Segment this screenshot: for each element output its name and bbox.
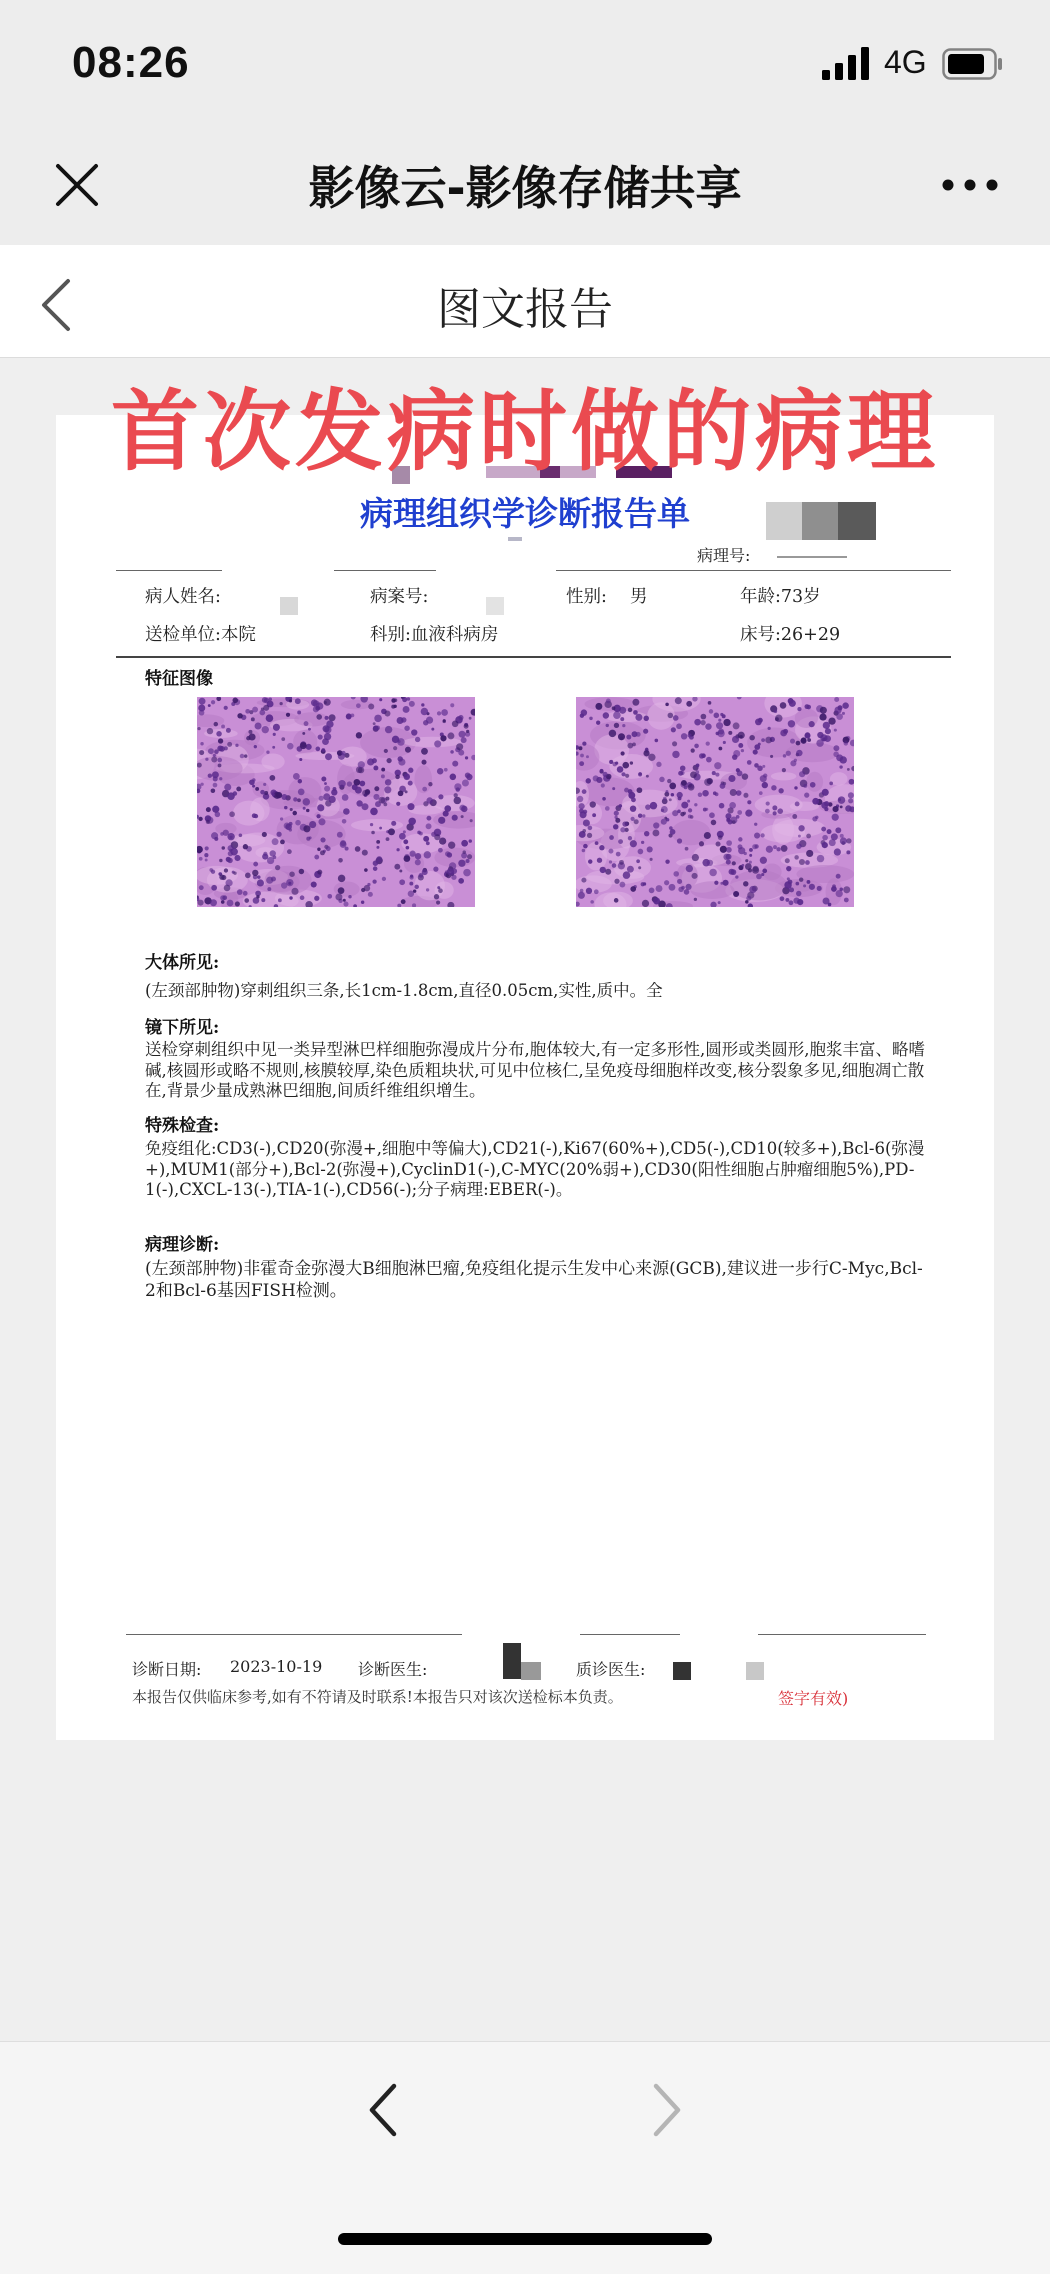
pathology-no-label: 病理号: (697, 546, 751, 565)
divider (116, 656, 951, 658)
battery-icon (942, 48, 1004, 80)
divider (116, 570, 222, 571)
diagnosis-text: (左颈部肿物)非霍奇金弥漫大B细胞淋巴瘤,免疫组化提示生发中心来源(GCB),建议进一步行C-Myc,Bcl-2和Bcl-6基因FISH检测。 (145, 1259, 923, 1301)
submitting-unit: 送检单位:本院 (145, 625, 256, 645)
network-type: 4G (884, 44, 927, 80)
redacted-block (508, 537, 522, 541)
department: 科别:血液科病房 (370, 625, 499, 645)
gross-heading: 大体所见: (145, 953, 220, 973)
sex-value: 男 (630, 587, 648, 607)
doctor-signature (521, 1662, 541, 1680)
diagnosis-heading: 病理诊断: (145, 1235, 220, 1255)
special-heading: 特殊检查: (145, 1116, 220, 1136)
divider (580, 1634, 680, 1635)
nav-title: 影像云-影像存储共享 (308, 161, 742, 215)
diagnosis-date: 2023-10-19 (230, 1657, 323, 1676)
divider (126, 1634, 462, 1635)
page-title: 图文报告 (437, 284, 613, 335)
report-title: 病理组织学诊断报告单 (360, 494, 690, 533)
next-chevron-icon[interactable] (644, 2080, 688, 2140)
footer-red-note: 签字有效) (778, 1689, 849, 1708)
doctor-label: 诊断医生: (358, 1660, 428, 1679)
redacted-block (777, 556, 847, 558)
special-text: 免疫组化:CD3(-),CD20(弥漫+,细胞中等偏大),CD21(-),Ki67(60%+),CD5(-),CD10(较多+),Bcl-6(弥漫+),MUM1(部分+),Bcl-2(弥漫+),CyclinD1(-),C-MYC(20%弱+),CD30(阳性细胞占肿瘤细胞5%),PD-1(-),CXCL-13(-),TIA-1(-),CD56(-);分子病理:EBER(-)。 (145, 1139, 925, 1199)
qc-doctor-label: 质诊医生: (576, 1660, 646, 1679)
signal-icon (822, 46, 872, 80)
diagnosis-date-label: 诊断日期: (132, 1660, 202, 1679)
redacted-block (486, 597, 504, 615)
micro-text: 送检穿刺组织中见一类异型淋巴样细胞弥漫成片分布,胞体较大,有一定多形性,圆形或类圆形,胞浆丰富、略嗜碱,核圆形或略不规则,核膜较厚,染色质粗块状,可见中位核仁,呈免疫母细胞样改变,核分裂象多见,细胞凋亡散在,背景少量成熟淋巴细胞,间质纤维组织增生。 (145, 1040, 925, 1100)
age-text: 年龄:73岁 (740, 587, 821, 607)
footer-note: 本报告仅供临床参考,如有不符请及时联系!本报告只对该次送检标本负责。 (132, 1688, 623, 1706)
bed-number: 床号:26+29 (740, 625, 841, 645)
home-indicator (338, 2233, 712, 2245)
case-no-label: 病案号: (370, 587, 429, 607)
images-heading: 特征图像 (145, 669, 213, 689)
gross-text: (左颈部肿物)穿刺组织三条,长1cm-1.8cm,直径0.05cm,实性,质中。全 (145, 981, 663, 1000)
divider (758, 1634, 926, 1635)
qc-signature (673, 1662, 691, 1680)
overlay-caption: 首次发病时做的病理 (110, 380, 939, 483)
status-time: 08:26 (72, 38, 190, 87)
prev-chevron-icon[interactable] (362, 2080, 406, 2140)
redacted-block (280, 597, 298, 615)
patient-name-label: 病人姓名: (145, 587, 221, 607)
sex-label: 性别: (566, 587, 607, 607)
qc-signature (746, 1662, 764, 1680)
divider (334, 570, 436, 571)
histology-image-right[interactable] (576, 697, 854, 907)
doctor-signature (503, 1643, 521, 1679)
more-icon[interactable] (940, 170, 1000, 200)
divider (556, 570, 951, 571)
histology-image-left[interactable] (197, 697, 475, 907)
micro-heading: 镜下所见: (145, 1018, 220, 1038)
